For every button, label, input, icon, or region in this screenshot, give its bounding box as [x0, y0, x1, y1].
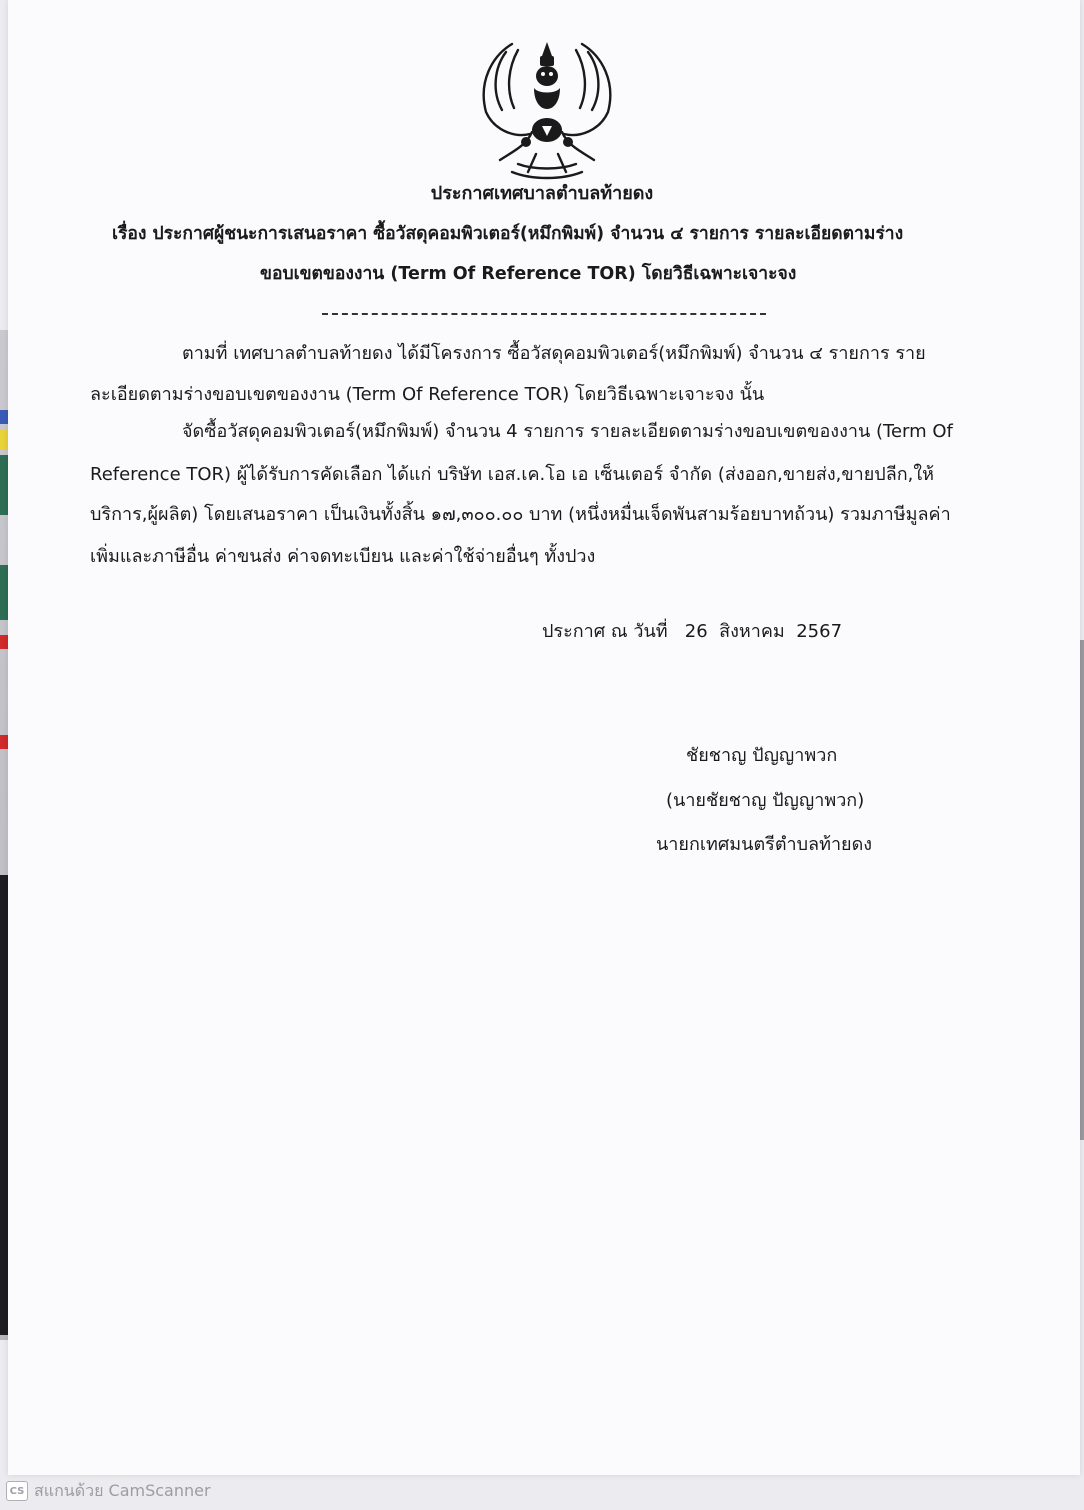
camscanner-watermark: [6, 1480, 211, 1502]
dashed-divider: [322, 313, 766, 315]
document-org-title: ประกาศเทศบาลตำบลท้ายดง: [430, 183, 654, 204]
announcement-date: ประกาศ ณ วันที่ 26 สิงหาคม 2567: [542, 621, 843, 642]
paragraph-1-line-2: ละเอียดตามร่างขอบเขตของงาน (Term Of Reference TOR) โดยวิธีเฉพาะเจาะจง นั้น: [90, 384, 765, 405]
camscanner-text: สแกนด้วย CamScanner: [34, 1480, 211, 1500]
garuda-emblem-icon: [472, 34, 622, 184]
signature-name: ชัยชาญ ปัญญาพวก: [686, 745, 838, 766]
document-subject-line-1: เรื่อง ประกาศผู้ชนะการเสนอราคา ซื้อวัสดุคอมพิวเตอร์(หมึกพิมพ์) จำนวน ๔ รายการ รายละเอียดตามร่าง: [112, 224, 904, 244]
signer-printed-name: (นายชัยชาญ ปัญญาพวก): [666, 790, 865, 811]
paragraph-2-line-3: บริการ,ผู้ผลิต) โดยเสนอราคา เป็นเงินทั้งสิ้น ๑๗,๓๐๐.๐๐ บาท (หนึ่งหมื่นเจ็ดพันสามร้อยบาทถ้วน) รวมภาษีมูลค่า: [90, 504, 951, 525]
camscanner-logo-icon: CS: [6, 1481, 28, 1501]
paragraph-2-line-2: Reference TOR) ผู้ได้รับการคัดเลือก ได้แก่ บริษัท เอส.เค.โอ เอ เซ็นเตอร์ จำกัด (ส่งออก,ขายส่ง,ขายปลีก,ให้: [90, 464, 935, 485]
scan-right-edge: [1080, 640, 1084, 1140]
signer-position: นายกเทศมนตรีตำบลท้ายดง: [656, 834, 873, 855]
paragraph-2-line-1: จัดซื้อวัสดุคอมพิวเตอร์(หมึกพิมพ์) จำนวน 4 รายการ รายละเอียดตามร่างขอบเขตของงาน (Term Of: [182, 421, 953, 442]
paragraph-1-line-1: ตามที่ เทศบาลตำบลท้ายดง ได้มีโครงการ ซื้อวัสดุคอมพิวเตอร์(หมึกพิมพ์) จำนวน ๔ รายการ ราย: [182, 343, 926, 364]
document-subject-line-2: ขอบเขตของงาน (Term Of Reference TOR) โดยวิธีเฉพาะเจาะจง: [260, 264, 797, 284]
paragraph-2-line-4: เพิ่มและภาษีอื่น ค่าขนส่ง ค่าจดทะเบียน และค่าใช้จ่ายอื่นๆ ทั้งปวง: [90, 546, 596, 567]
scan-left-edge: [0, 330, 8, 1340]
